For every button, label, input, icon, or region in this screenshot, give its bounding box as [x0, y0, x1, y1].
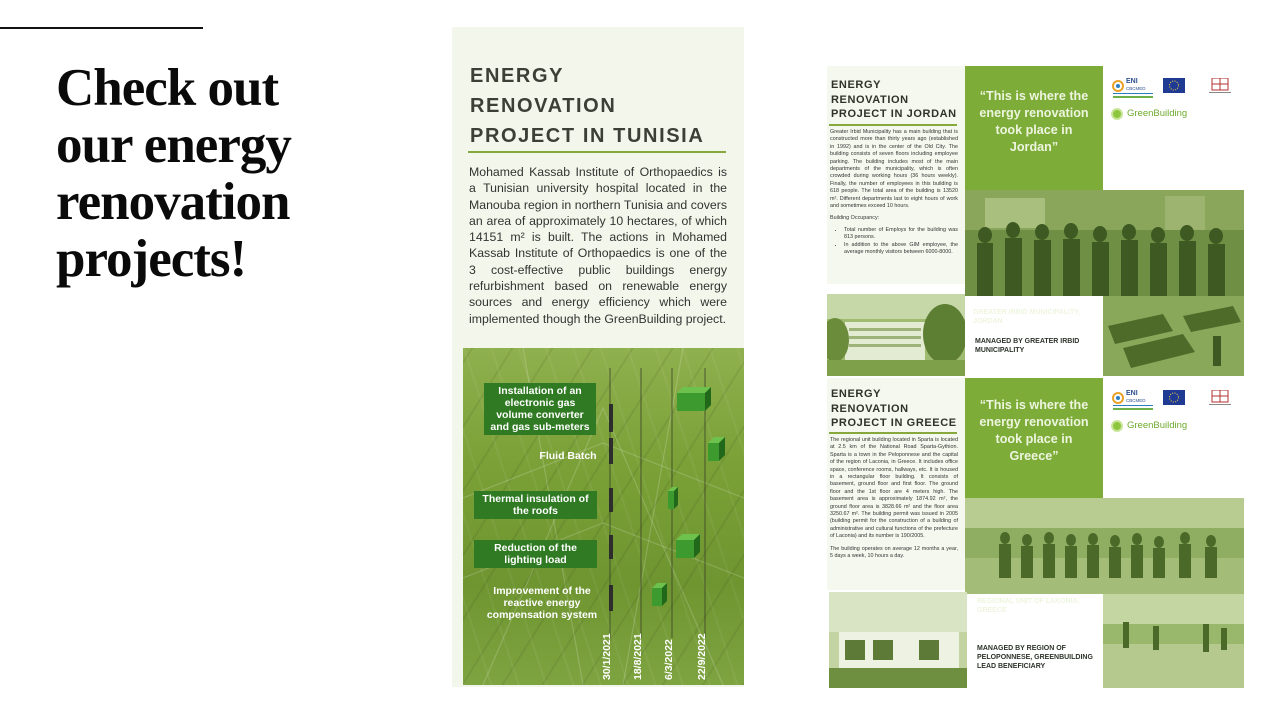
jordan-caption: GREATER IRBID MUNICIPALITY, JORDAN	[973, 309, 1081, 325]
sardinia-region-logo	[1209, 78, 1231, 96]
row-marker	[609, 585, 613, 611]
greece-caption: REGIONAL UNIT OF LAKONIA, GREECE	[977, 598, 1080, 614]
headline-line: projects!	[56, 230, 247, 288]
eni-subtext: CBCMED	[1126, 86, 1146, 91]
task-label: Reduction of the lighting load	[474, 540, 597, 568]
title-line: ENERGY	[831, 79, 882, 91]
jordan-body: Greater Irbid Municipality has a main building that is constructed more than thirty years ago (established in 1992) and is in the center of the Old City. The building consists of seven floors including employee parking. The building includes most of the main departments of the municipality, which is often crowded during working hours (36 hours weekly). Finally, the number of employees in this building is 618 people. The total area of the building is 13520 m². Different departments last to eight hours of work and sometimes exceed 10 hours.	[830, 129, 958, 210]
task-label: Fluid Batch	[539, 450, 597, 462]
date-label: 18/8/2021	[632, 633, 644, 680]
eu-flag-icon	[1163, 390, 1185, 405]
row-marker	[609, 404, 613, 432]
jordan-building-photo	[827, 294, 965, 376]
greenbuilding-text: GreenBuilding	[1127, 108, 1188, 119]
title-line: ENERGY	[470, 65, 565, 87]
jordan-title	[831, 78, 957, 122]
jordan-logos-panel	[1103, 66, 1244, 190]
title-line: PROJECT IN TUNISIA	[470, 125, 705, 147]
headline-line: renovation	[56, 173, 290, 231]
greece-building-photo	[829, 592, 967, 688]
date-label: 30/1/2021	[601, 633, 613, 680]
row-marker	[609, 438, 613, 464]
headline-line: our energy	[56, 116, 291, 174]
headline-line: Check out	[56, 59, 279, 117]
greece-description	[830, 437, 958, 561]
task-label: Improvement of the reactive energy compensation system	[486, 585, 598, 621]
title-underline	[468, 151, 726, 153]
greece-rooftop-photo	[1103, 594, 1244, 688]
date-label: 6/3/2022	[663, 639, 675, 680]
date-label: 22/9/2022	[696, 633, 708, 680]
sardinia-region-logo	[1209, 390, 1231, 408]
occupancy-bullet: • Total number of Employs for the building was 813 persons.	[844, 227, 958, 242]
bar-task-5	[652, 583, 667, 606]
task-label: Thermal insulation of the roofs	[474, 491, 597, 519]
title-line: RENOVATION	[470, 95, 617, 117]
occupancy-bullet: • In addition to the above GIM employee, the average monthly visitors between 6000-8000.	[844, 242, 958, 257]
tunisia-title	[470, 61, 730, 151]
greenbuilding-logo	[1111, 108, 1123, 120]
jordan-greece-poster	[823, 66, 1248, 692]
eni-subtext: CBCMED	[1126, 398, 1146, 403]
title-line: RENOVATION	[831, 93, 909, 106]
jordan-quote: “This is where the energy renovation took place in Jordan”	[979, 89, 1089, 154]
occupancy-label: Building Occupancy:	[830, 215, 880, 222]
title-underline	[829, 432, 957, 434]
greece-quote: “This is where the energy renovation took place in Greece”	[979, 398, 1089, 463]
title-line: ENERGY	[831, 388, 882, 400]
row-marker	[609, 488, 613, 512]
title-line: PROJECT IN GREECE	[831, 417, 957, 429]
eni-text: ENI	[1126, 78, 1138, 85]
greece-body: The regional unit building located in Sparta is located at 2.5 km of the National Road Sparta-Gythion. Sparta is a town in the Peloponnese and the capital of the region of Laconia, in Greece. It includes office space, conference rooms, hallways, etc. It is housed in a rectangular floor building. It consists of basement, ground floor and first floor. The ground floor and the 1st floor are 4 meters high. The basement area is approximately 1874.92 m², the ground floor area is 3828.66 m² and the floor area 3250.67 m². The building permit was issued in 2005 (building permit for the construction of a building of administrative and cultural functions of the prefecture of Laconia) and its number is 190/2005.	[830, 437, 958, 540]
greenbuilding-logo	[1111, 420, 1123, 432]
title-underline	[829, 124, 957, 126]
greece-group-photo	[965, 498, 1244, 594]
slide-headline	[56, 60, 386, 288]
greece-title	[831, 387, 957, 431]
greece-managed-by: MANAGED BY REGION OF PELOPONNESE, GREENBUILDING LEAD BENEFICIARY	[971, 640, 1101, 675]
task-label: Installation of an electronic gas volume converter and gas sub-meters	[484, 383, 596, 435]
eni-text: ENI	[1126, 390, 1138, 397]
timeline-chart	[463, 348, 744, 685]
jordan-managed-by: MANAGED BY GREATER IRBID MUNICIPALITY	[969, 333, 1101, 359]
title-line: RENOVATION	[831, 402, 909, 415]
jordan-solar-photo	[1103, 296, 1244, 376]
bar-task-2	[708, 437, 725, 461]
row-marker	[609, 535, 613, 559]
eu-flag-icon	[1163, 78, 1185, 93]
tunisia-poster	[452, 27, 744, 687]
jordan-group-photo	[965, 190, 1244, 296]
tunisia-description: Mohamed Kassab Institute of Orthopaedics is a Tunisian university hospital located in the Manouba region in northern Tunisia and covers an area of approximately 10 hectares, of which 14151 m² is built. The actions in Mohamed Kassab Institute of Orthopaedics is one of the 3 cost-effective public buildings energy refurbishment based on renewable energy sources and energy efficiency which were implemented though the GreenBuilding project.	[469, 165, 727, 326]
jordan-description	[830, 129, 958, 257]
bar-task-4	[676, 534, 700, 558]
greece-logos-panel	[1103, 378, 1244, 498]
greece-operation: The building operates on average 12 months a year, 5 days a week, 10 hours a day.	[830, 545, 958, 560]
top-divider	[0, 27, 203, 29]
greenbuilding-text: GreenBuilding	[1127, 420, 1188, 431]
bar-task-1	[677, 387, 711, 411]
title-line: PROJECT IN JORDAN	[831, 108, 957, 120]
bar-task-3	[668, 487, 678, 509]
